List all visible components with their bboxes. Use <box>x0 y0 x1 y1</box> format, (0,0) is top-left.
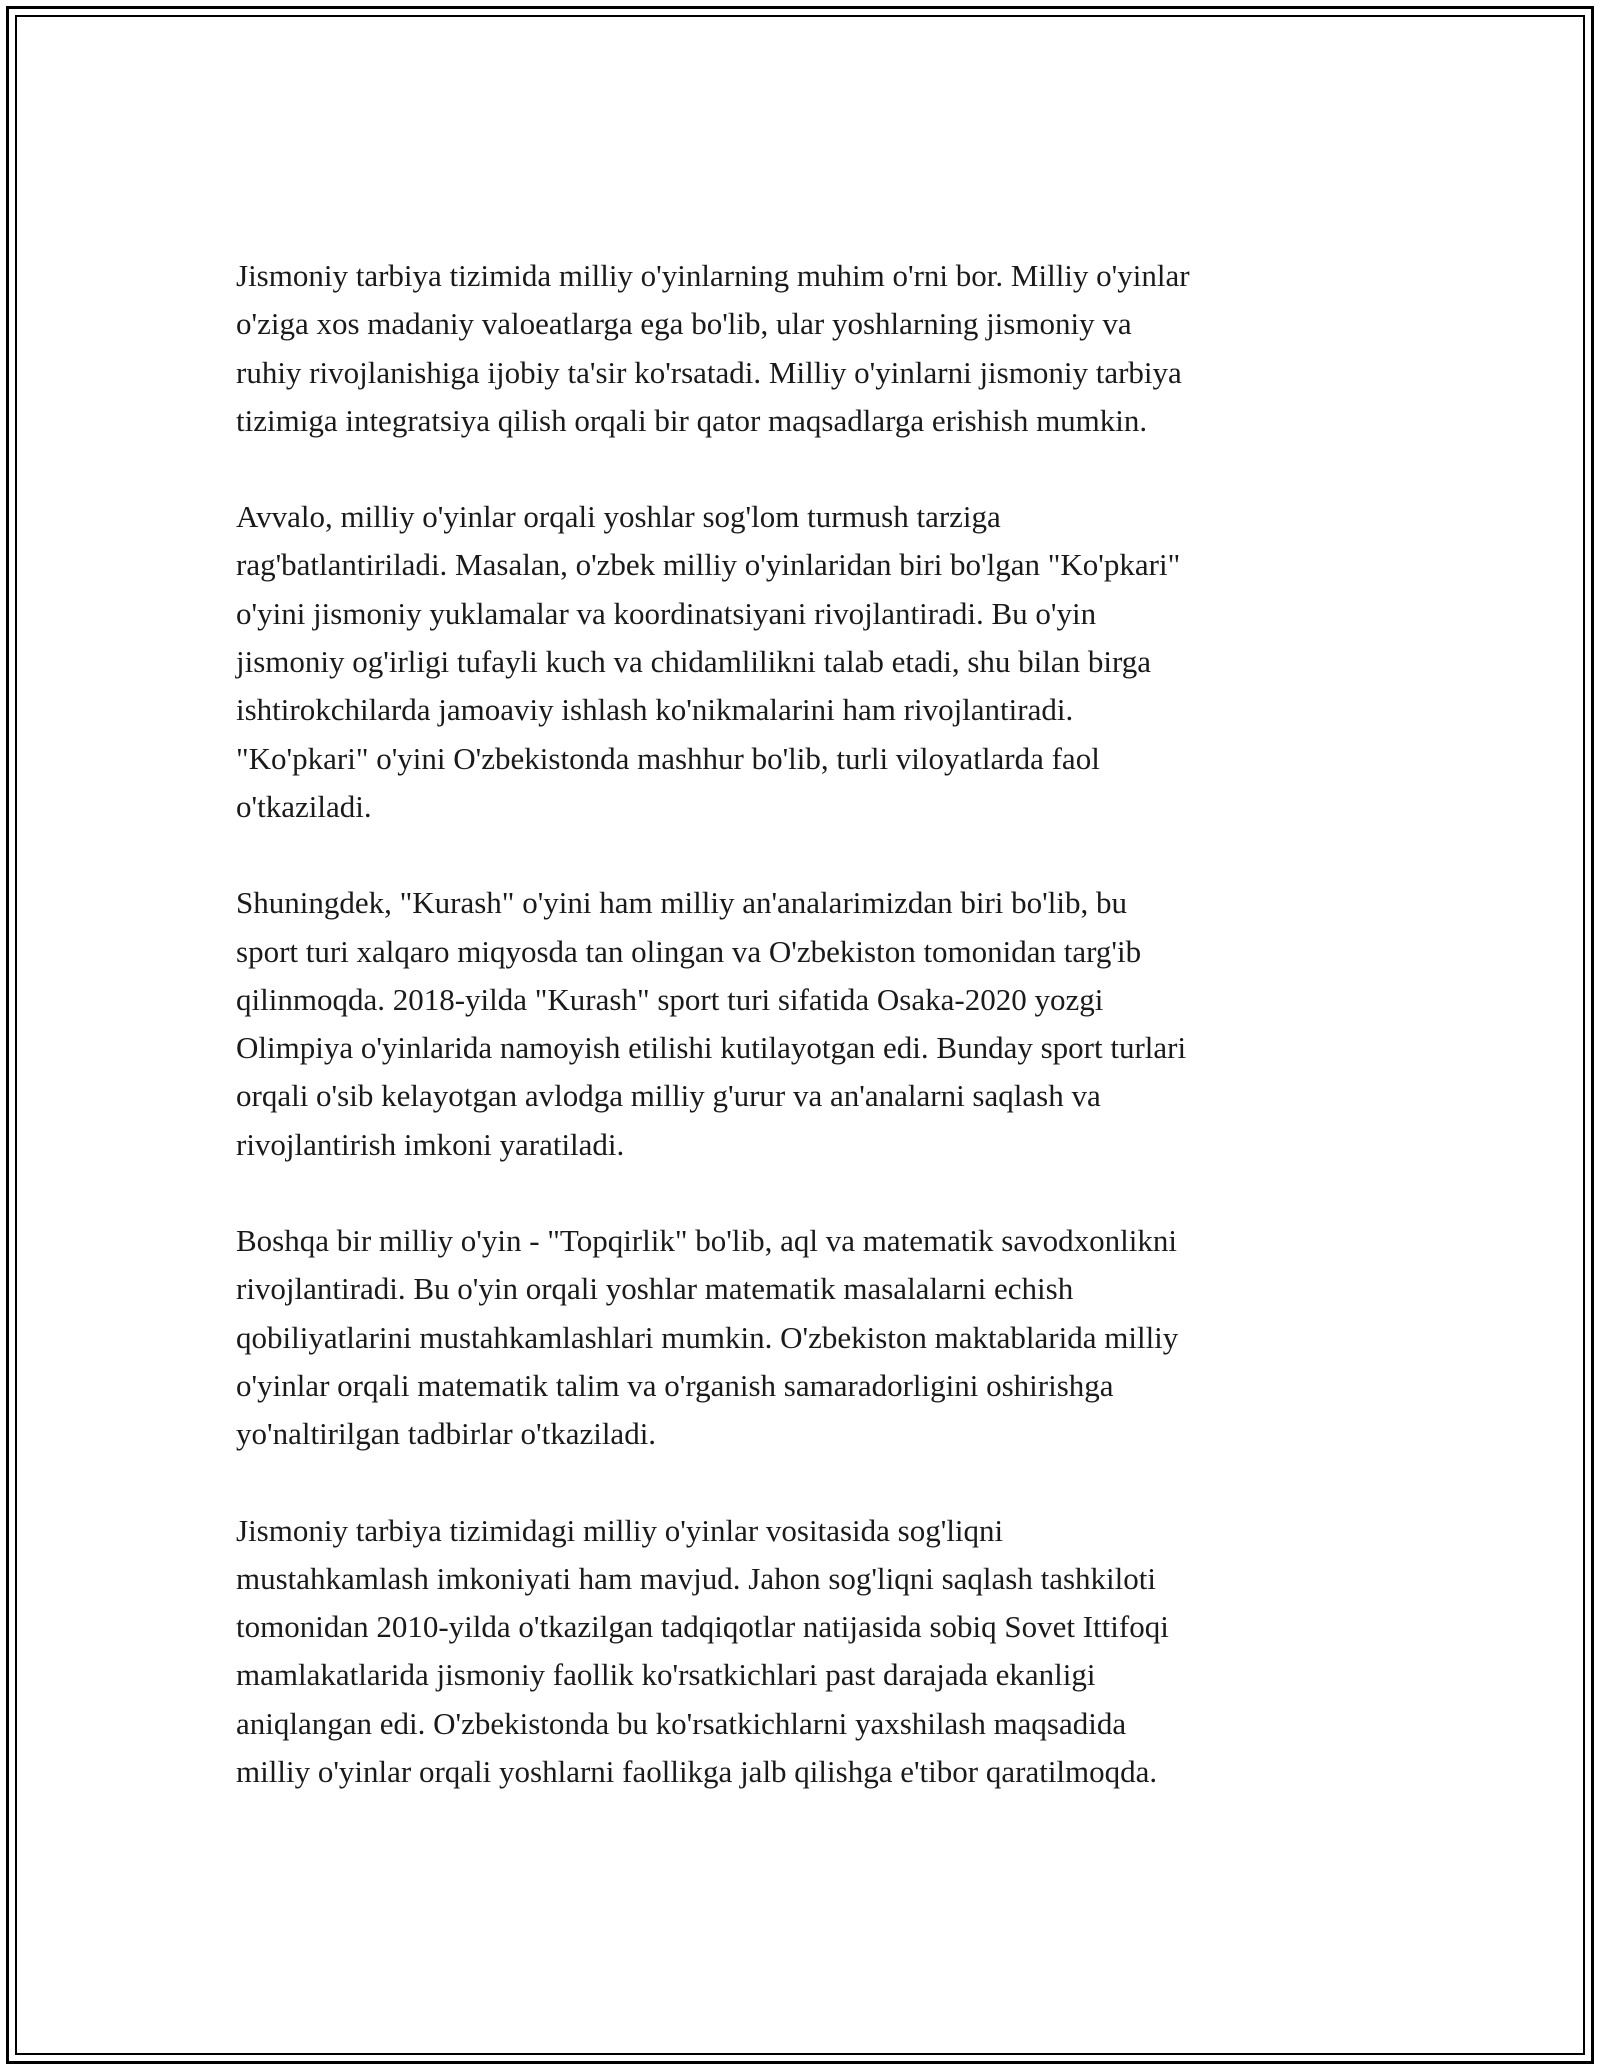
document-body <box>236 252 1370 1844</box>
paragraph-3: Shuningdek, "Kurash" o'yini ham milliy an'analarimizdan biri bo'lib, bu sport turi xalqaro miqyosda tan olingan va O'zbekiston tomonidan targ'ib qilinmoqda. 2018-yilda "Kurash" sport turi sifatida Osaka-2020 yozgi Olimpiya o'yinlarida namoyish etilishi kutilayotgan edi. Bunday sport turlari orqali o'sib kelayotgan avlodga milliy g'urur va an'analarni saqlash va rivojlantirish imkoni yaratiladi. <box>236 885 1187 1162</box>
paragraph-4: Boshqa bir milliy o'yin - "Topqirlik" bo'lib, aql va matematik savodxonlikni rivojlantiradi. Bu o'yin orqali yoshlar matematik masalalarni echish qobiliyatlarini mustahkamlashlari mumkin. O'zbekiston maktablarida milliy o'yinlar orqali matematik talim va o'rganish samaradorligini oshirishga yo'naltirilgan tadbirlar o'tkaziladi. <box>236 1223 1179 1452</box>
paragraph-1: Jismoniy tarbiya tizimida milliy o'yinlarning muhim o'rni bor. Milliy o'yinlar o'ziga xos madaniy valoeatlarga ega bo'lib, ular yoshlarning jismoniy va ruhiy rivojlanishiga ijobiy ta'sir ko'rsatadi. Milliy o'yinlarni jismoniy tarbiya tizimiga integratsiya qilish orqali bir qator maqsadlarga erishish mumkin. <box>236 258 1190 438</box>
paragraph-2: Avvalo, milliy o'yinlar orqali yoshlar sog'lom turmush tarziga rag'batlantiriladi. Masalan, o'zbek milliy o'yinlaridan biri bo'lgan "Ko'pkari" o'yini jismoniy yuklamalar va koordinatsiyani rivojlantiradi. Bu o'yin jismoniy og'irligi tufayli kuch va chidamlilikni talab etadi, shu bilan birga ishtirokchilarda jamoaviy ishlash ko'nikmalarini ham rivojlantiradi. "Ko'pkari" o'yini O'zbekistonda mashhur bo'lib, turli viloyatlarda faol o'tkaziladi. <box>236 499 1181 824</box>
paragraph-5: Jismoniy tarbiya tizimidagi milliy o'yinlar vositasida sog'liqni mustahkamlash imkoniyati ham mavjud. Jahon sog'liqni saqlash tashkiloti tomonidan 2010-yilda o'tkazilgan tadqiqotlar natijasida sobiq Sovet Ittifoqi mamlakatlarida jismoniy faollik ko'rsatkichlari past darajada ekanligi aniqlangan edi. O'zbekistonda bu ko'rsatkichlarni yaxshilash maqsadida milliy o'yinlar orqali yoshlarni faollikga jalb qilishga e'tibor qaratilmoqda. <box>236 1512 1169 1790</box>
